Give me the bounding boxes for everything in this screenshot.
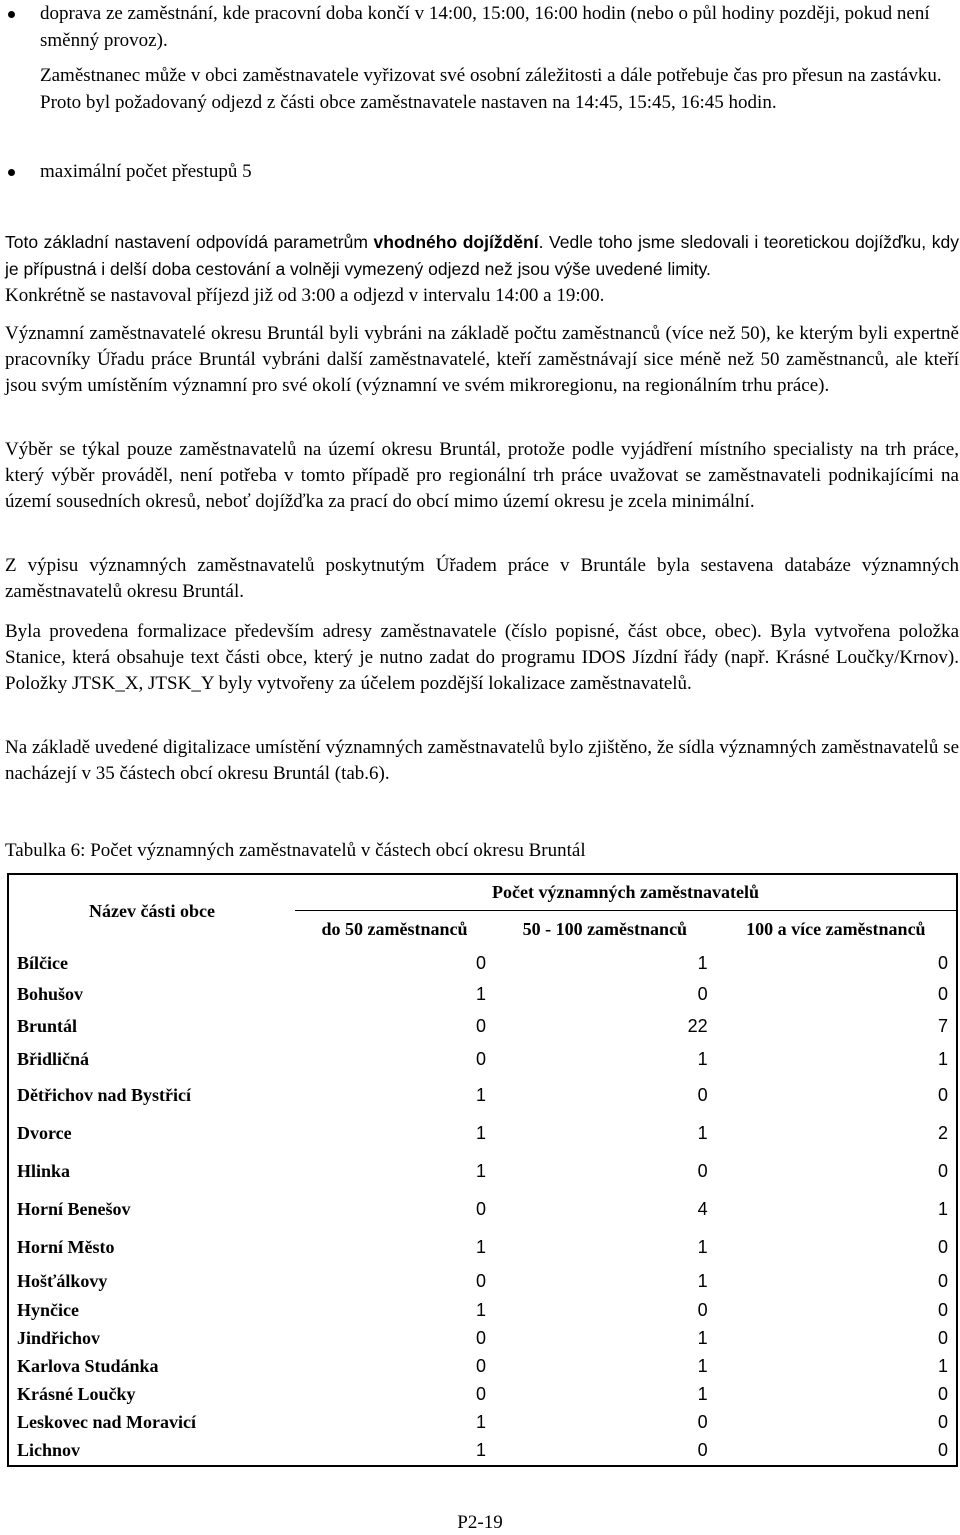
column-header: 50 - 100 zaměstnanců [522,918,688,939]
bullet-item: maximální počet přestupů 5 [40,161,252,182]
bullet-dot [8,169,15,176]
bullet-item: doprava ze zaměstnání, kde pracovní doba končí v 14:00, 15:00, 16:00 hodin (nebo o půl hodiny později, pokud není směnný provoz). [40,3,930,51]
column-header: 100 a více zaměstnanců [746,918,926,939]
row-value: 0 [937,1383,948,1404]
bullet-continuation: Zaměstnanec může v obci zaměstnavatele vyřizovat své osobní záležitosti a dále potřebuje čas pro přesun na zastávku. Proto byl požadovaný odjezd z části obce zaměstnavatele nastaven na 14:45, 15:45, 16:45 hodin. [40,65,942,113]
table-row [8,948,957,978]
page-number: P2-19 [457,1512,503,1533]
column-group-header: Počet významných zaměstnavatelů [295,874,957,910]
row-value: 1 [697,1122,708,1143]
row-name: Hlinka [17,1160,71,1181]
row-value: 1 [475,1122,486,1143]
table-caption: Tabulka 6: Počet významných zaměstnavatelů v částech obcí okresu Bruntál [5,840,586,861]
row-value: 1 [697,1355,708,1376]
table-row [8,1228,957,1266]
row-name: Lichnov [17,1440,81,1460]
row-value: 2 [937,1122,948,1143]
row-name: Leskovec nad Moravicí [17,1411,196,1432]
row-value: 1 [475,1299,486,1320]
row-value: 0 [937,1299,948,1320]
row-value: 1 [697,1236,708,1257]
row-value: 0 [937,1440,948,1460]
table-row [8,1324,957,1352]
paragraph: Významní zaměstnavatelé okresu Bruntál byli vybráni na základě počtu zaměstnanců (více než 50), ke kterým byli expertně pracovníky Úřadu práce Bruntál vybráni další zaměstnavatelé, kteří zaměstnávají sice méně než 50 zaměstnanců, ale kteří jsou svým umístěním významní pro své okolí (významní ve svém mikroregionu, na regionálním trhu práce). [5,323,959,396]
row-value: 0 [475,952,486,973]
row-value: 22 [687,1015,708,1036]
row-value: 1 [475,1084,486,1105]
table-row [8,1190,957,1228]
table-row [8,1296,957,1324]
table-row [8,978,957,1010]
row-value: 0 [937,1236,948,1257]
row-name: Karlova Studánka [17,1355,159,1376]
row-value: 0 [475,1383,486,1404]
row-value: 7 [937,1015,948,1036]
row-name: Horní Benešov [17,1198,131,1219]
row-value: 1 [937,1048,948,1069]
row-value: 0 [697,1411,708,1432]
row-name: Jindřichov [17,1327,101,1348]
table-row [8,1114,957,1152]
row-value: 0 [475,1327,486,1348]
table-body [8,948,957,1466]
row-value: 4 [697,1198,708,1219]
row-value: 0 [697,1160,708,1181]
row-value: 0 [475,1015,486,1036]
table-row [8,1408,957,1436]
row-value: 0 [475,1198,486,1219]
table-row [8,1266,957,1296]
row-value: 0 [697,1084,708,1105]
row-value: 1 [937,1355,948,1376]
row-value: 0 [937,1270,948,1291]
row-value: 1 [697,952,708,973]
row-value: 1 [937,1198,948,1219]
row-name: Dětřichov nad Bystřicí [17,1084,191,1105]
row-name: Krásné Loučky [17,1383,136,1404]
row-value: 0 [697,983,708,1004]
employers-table [7,873,958,1467]
table-row [8,1010,957,1042]
paragraph: Na základě uvedené digitalizace umístění významných zaměstnavatelů bylo zjištěno, že sídla významných zaměstnavatelů se nacházejí v 35 částech obcí okresu Bruntál (tab.6). [5,737,959,784]
row-value: 0 [937,1084,948,1105]
row-name: Bohušov [17,983,84,1004]
row-value: 0 [475,1048,486,1069]
column-header: do 50 zaměstnanců [321,918,468,939]
table-row [8,1076,957,1114]
row-value: 1 [475,1236,486,1257]
table-row [8,1352,957,1380]
row-value: 0 [697,1440,708,1460]
row-value: 1 [697,1048,708,1069]
row-value: 0 [937,1327,948,1348]
row-value: 0 [475,1355,486,1376]
row-value: 1 [697,1327,708,1348]
row-value: 1 [475,1440,486,1460]
column-header-name: Název části obce [89,901,215,921]
row-value: 1 [475,1411,486,1432]
row-value: 0 [937,1160,948,1181]
table-row [8,1380,957,1408]
row-value: 0 [937,983,948,1004]
row-value: 0 [937,952,948,973]
table-row [8,1042,957,1076]
row-value: 1 [697,1270,708,1291]
row-value: 0 [697,1299,708,1320]
paragraph: Z výpisu významných zaměstnavatelů poskytnutým Úřadem práce v Bruntále byla sestavena databáze významných zaměstnavatelů okresu Bruntál. [5,555,959,602]
table-row [8,1152,957,1190]
row-name: Horní Město [17,1236,115,1257]
row-name: Bruntál [17,1015,78,1036]
row-value: 1 [475,1160,486,1181]
row-name: Dvorce [17,1122,72,1143]
row-name: Hošťálkovy [17,1270,108,1291]
bullet-dot [8,11,15,18]
row-value: 1 [475,983,486,1004]
paragraph: Výběr se týkal pouze zaměstnavatelů na území okresu Bruntál, protože podle vyjádření místního specialisty na trh práce, který výběr prováděl, není potřeba v tomto případě pro regionální trh práce uvažovat se zaměstnavateli podnikajícími na území sousedních okresů, neboť dojížďka za prací do obcí mimo území okresu je zcela minimální. [5,439,959,512]
row-name: Břidličná [17,1048,90,1069]
table-row [8,1436,957,1466]
paragraph: Toto základní nastavení odpovídá parametrům vhodného dojíždění. Vedle toho jsme sledovali i teoretickou dojížďku, kdy je přípustná i delší doba cestování a volněji vymezený odjezd než jsou výše uvedené limity. [5,232,959,279]
row-value: 0 [937,1411,948,1432]
paragraph: Konkrétně se nastavoval příjezd již od 3:00 a odjezd v intervalu 14:00 a 19:00. [5,285,605,306]
row-value: 1 [697,1383,708,1404]
row-name: Hynčice [17,1299,79,1320]
row-name: Bílčice [17,952,68,973]
row-value: 0 [475,1270,486,1291]
paragraph: Byla provedena formalizace především adresy zaměstnavatele (číslo popisné, část obce, obec). Byla vytvořena položka Stanice, která obsahuje text části obce, který je nutno zadat do programu IDOS Jízdní řády (např. Krásné Loučky/Krnov). Položky JTSK_X, JTSK_Y byly vytvořeny za účelem pozdější lokalizace zaměstnavatelů. [5,621,959,694]
